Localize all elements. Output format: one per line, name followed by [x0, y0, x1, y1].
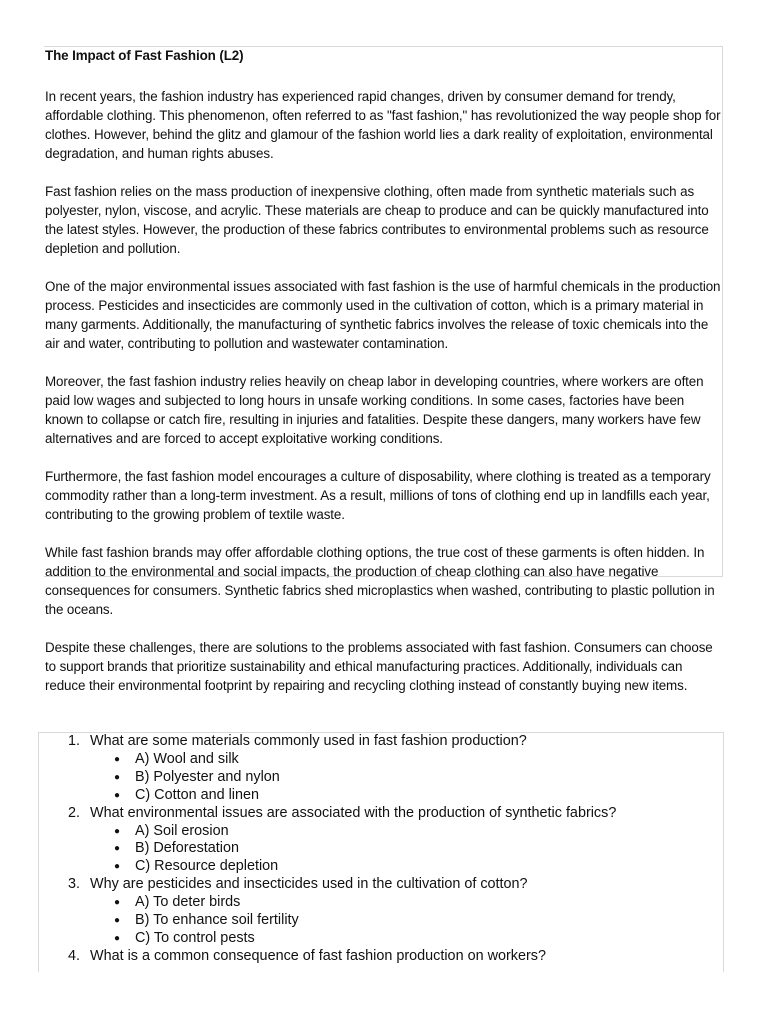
question-list [68, 733, 718, 966]
question-text: What are some materials commonly used in fast fashion production? [90, 733, 527, 749]
question-number: 2. [68, 804, 81, 821]
article-paragraph-3: One of the major environmental issues associated with fast fashion is the use of harmful chemicals in the production process. Pesticides and insecticides are commonly used in the cultivation of cotton, which is a primary material in many garments. Additionally, the manufacturing of synthetic fabrics involves the release of toxic chemicals into the air and water, contributing to pollution and wastewater contamination. [45, 279, 721, 351]
article [45, 44, 725, 714]
option-text: C) To control pests [135, 929, 255, 946]
bullet-icon: ● [114, 753, 121, 765]
option-text: B) To enhance soil fertility [135, 912, 299, 929]
option-item [68, 751, 718, 769]
bullet-icon: ● [114, 861, 121, 873]
article-paragraph-2: Fast fashion relies on the mass production of inexpensive clothing, often made from synthetic materials such as polyester, nylon, viscose, and acrylic. These materials are cheap to produce and can be quickly manufactured into the latest styles. However, the production of these fabrics contributes to environmental problems such as resource depletion and pollution. [45, 184, 709, 256]
option-text: C) Resource depletion [135, 858, 279, 875]
question-number: 4. [68, 947, 81, 964]
option-item [68, 930, 718, 948]
article-paragraph-4: Moreover, the fast fashion industry relies heavily on cheap labor in developing countries, where workers are often paid low wages and subjected to long hours in unsafe working conditions. In some cases, factories have been known to collapse or catch fire, resulting in injuries and fatalities. Despite these dangers, many workers have few alternatives and are forced to accept exploitative working conditions. [45, 374, 704, 446]
question-text: What environmental issues are associated with the production of synthetic fabrics? [90, 804, 617, 821]
option-item [68, 840, 718, 858]
bullet-icon: ● [114, 789, 121, 801]
bullet-icon: ● [114, 897, 121, 909]
question-text: What is a common consequence of fast fashion production on workers? [90, 947, 546, 964]
option-text: A) To deter birds [135, 894, 241, 911]
bullet-icon: ● [114, 915, 121, 927]
bullet-icon: ● [114, 771, 121, 783]
option-item [68, 787, 718, 805]
option-text: B) Polyester and nylon [135, 768, 280, 785]
question-text: Why are pesticides and insecticides used in the cultivation of cotton? [90, 876, 528, 893]
question-3 [68, 876, 718, 894]
question-2 [68, 805, 718, 823]
question-1 [68, 733, 718, 751]
option-text: A) Wool and silk [135, 750, 239, 767]
question-number: 1. [68, 733, 81, 749]
bullet-icon: ● [114, 825, 121, 837]
option-item [68, 858, 718, 876]
question-4 [68, 948, 718, 966]
article-paragraph-6: While fast fashion brands may offer affordable clothing options, the true cost of these garments is often hidden. In addition to the environmental and social impacts, the production of cheap clothing can also have negative consequences for consumers. Synthetic fabrics shed microplastics when washed, contributing to plastic pollution in the oceans. [45, 545, 715, 617]
article-title: The Impact of Fast Fashion (L2) [45, 48, 244, 63]
article-paragraph-7: Despite these challenges, there are solutions to the problems associated with fast fashion. Consumers can choose to support brands that prioritize sustainability and ethical manufacturing practices. Additionally, individuals can reduce their environmental footprint by repairing and recycling clothing instead of constantly buying new items. [45, 640, 713, 693]
bullet-icon: ● [114, 843, 121, 855]
article-paragraph-5: Furthermore, the fast fashion model encourages a culture of disposability, where clothing is treated as a temporary commodity rather than a long-term investment. As a result, millions of tons of clothing end up in landfills each year, contributing to the growing problem of textile waste. [45, 469, 711, 522]
question-number: 3. [68, 876, 81, 893]
bullet-icon: ● [114, 932, 121, 944]
option-text: B) Deforestation [135, 840, 239, 857]
option-item [68, 823, 718, 841]
option-text: C) Cotton and linen [135, 786, 259, 803]
option-item [68, 912, 718, 930]
option-item [68, 894, 718, 912]
article-paragraph-1: In recent years, the fashion industry has experienced rapid changes, driven by consumer demand for trendy, affordable clothing. This phenomenon, often referred to as "fast fashion," has revolutionized the way people shop for clothes. However, behind the glitz and glamour of the fashion world lies a dark reality of exploitation, environmental degradation, and human rights abuses. [45, 89, 721, 161]
option-item [68, 769, 718, 787]
option-text: A) Soil erosion [135, 822, 229, 839]
